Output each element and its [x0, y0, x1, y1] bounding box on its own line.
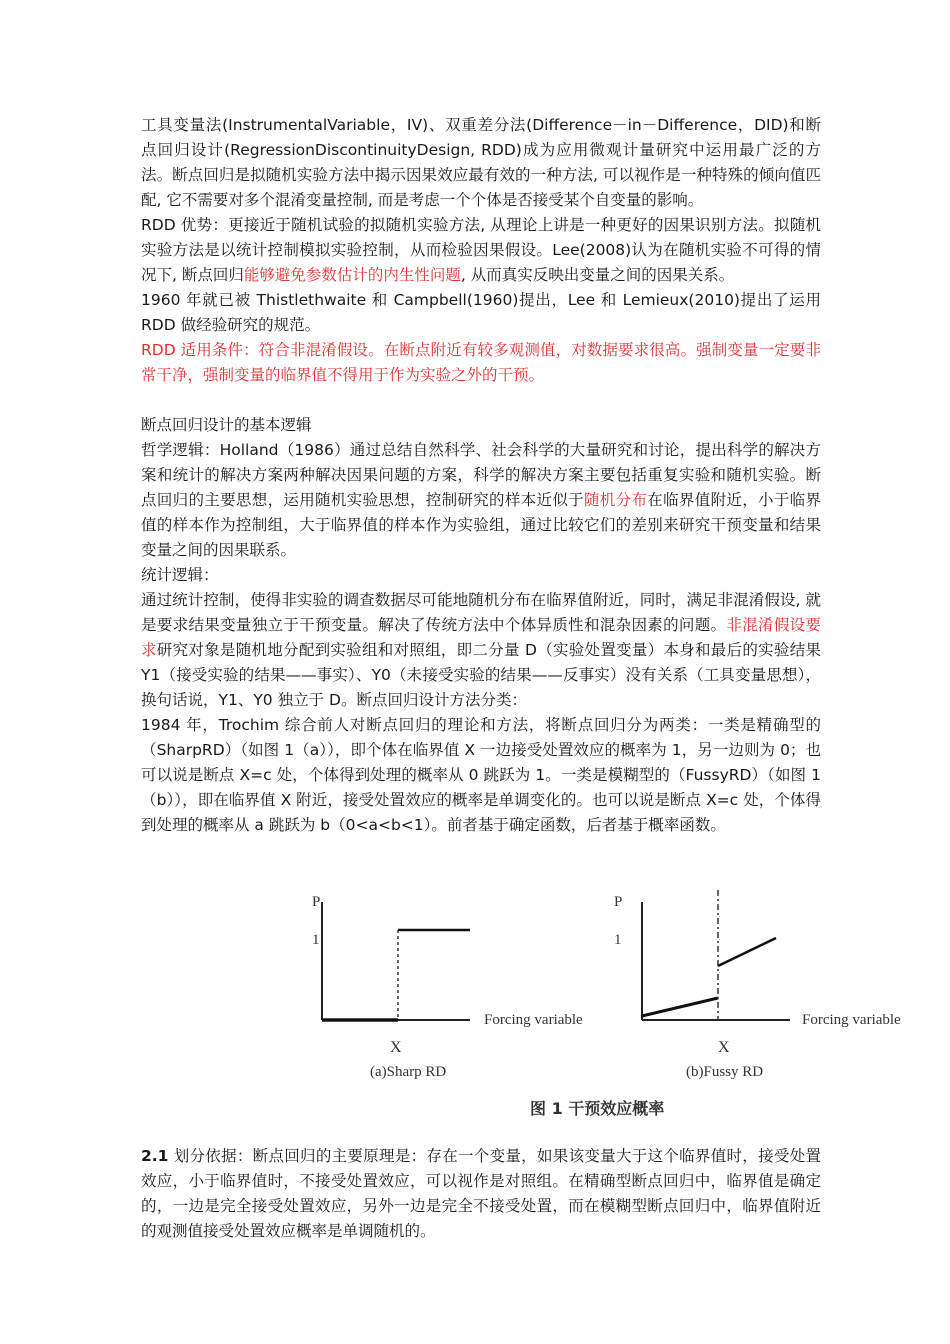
sharp-x-axis-label: Forcing variable: [484, 1012, 583, 1028]
highlight-unconfounded: 非混淆假设要求: [141, 616, 821, 659]
paragraph-trochim: 1984 年，Trochim 综合前人对断点回归的理论和方法，将断点回归分为两类：一类是精确型的（SharpRD）（如图 1（a）），即个体在临界值 X 一边接受处置效应的概率为 1，另一边则为 0；也可以说是断点 X=c 处，个体得到处理的概率从 0 跳跃为 1。一类是模糊型的（FussyRD）（如图 1（b）），即在临界值 X 附近，接受处置效应的概率是单调变化的。也可以说是断点 X=c 处，个体得到处理的概率从 a 跳跃为 b（0<a<b<1）。前者基于确定函数，后者基于概率函数。: [141, 716, 821, 834]
paragraph-philosophy: 哲学逻辑：Holland（1986）通过总结自然科学、社会科学的大量研究和讨论，提出科学的解决方案和统计的解决方案两种解决因果问题的方案，科学的解决方案主要包括重复实验和随机实验。断点回归的主要思想，运用随机实验思想，控制研究的样本近似于随机分布在临界值附近，小于临界值的样本作为控制组，大于临界值的样本作为实验组，通过比较它们的差别来研究干预变量和结果变量之间的因果联系。: [141, 441, 821, 559]
fuzzy-y-tick: 1: [614, 932, 622, 948]
heading-basic-logic: 断点回归设计的基本逻辑: [141, 416, 312, 434]
paragraph-rdd-advantage: RDD 优势：更接近于随机试验的拟随机实验方法, 从理论上讲是一种更好的因果识别方法。拟随机实验方法是以统计控制模拟实验控制，从而检验因果假设。Lee(2008)认为在随机实验不可得的情况下, 断点回归能够避免参数估计的内生性问题, 从而真实反映出变量之间的因果关系。: [141, 216, 821, 284]
fuzzy-treatment-line: [718, 938, 776, 966]
fuzzy-rd-diagram: [614, 890, 901, 1080]
sharp-diagram-label: (a)Sharp RD: [370, 1064, 447, 1080]
section-text: 划分依据：断点回归的主要原理是：存在一个变量，如果该变量大于这个临界值时，接受处置效应，小于临界值时，不接受处置效应，可以视作是对照组。在精确型断点回归中，临界值是确定的，一边是完全接受处置效应，另外一边是完全不接受处置，而在模糊型断点回归中，临界值附近的观测值接受处置效应概率是单调随机的。: [141, 1146, 821, 1240]
highlight-endogeneity: 能够避免参数估计的内生性问题: [243, 266, 461, 284]
fuzzy-y-axis-label: P: [614, 894, 623, 910]
sharp-y-axis-label: P: [312, 894, 321, 910]
paragraph-statistics-label: 统计逻辑：: [141, 566, 219, 584]
section-2-1: [141, 1128, 821, 1259]
rd-diagrams: [290, 880, 930, 1090]
fuzzy-diagram-label: (b)Fussy RD: [686, 1064, 764, 1080]
figure-caption: 图 1 干预效应概率: [530, 1099, 665, 1118]
paragraph-conditions: RDD 适用条件：符合非混淆假设。在断点附近有较多观测值，对数据要求很高。强制变量一定要非常干净，强制变量的临界值不得用于作为实验之外的干预。: [141, 341, 821, 384]
fuzzy-cutoff-label: X: [718, 1039, 730, 1056]
sharp-cutoff-label: X: [390, 1039, 402, 1056]
sharp-y-tick: 1: [312, 932, 320, 948]
body-text: [141, 113, 821, 838]
fuzzy-control-line: [642, 998, 718, 1016]
paragraph-history: 1960 年就已被 Thistlethwaite 和 Campbell(1960)提出，Lee 和 Lemieux(2010)提出了运用 RDD 做经验研究的规范。: [141, 291, 821, 334]
highlight-random-distribution: 随机分布: [583, 491, 648, 509]
figure-intervention-probability: [290, 880, 930, 1120]
paragraph-intro: 工具变量法(InstrumentalVariable，IV)、双重差分法(Difference－in－Difference，DID)和断点回归设计(RegressionDiscontinuityDesign, RDD)成为应用微观计量研究中运用最广泛的方法。断点回归是拟随机实验方法中揭示因果效应最有效的一种方法, 可以视作是一种特殊的倾向值匹配, 它不需要对多个混淆变量控制, 而是考虑一个个体是否接受某个自变量的影响。: [141, 116, 821, 209]
sharp-rd-diagram: [312, 894, 583, 1080]
fuzzy-x-axis-label: Forcing variable: [802, 1012, 901, 1028]
section-number: 2.1: [141, 1146, 169, 1165]
paragraph-statistics: 通过统计控制，使得非实验的调查数据尽可能地随机分布在临界值附近，同时，满足非混淆假设, 就是要求结果变量独立于干预变量。解决了传统方法中个体异质性和混杂因素的问题。非混淆假设要求研究对象是随机地分配到实验组和对照组，即二分量 D（实验处置变量）本身和最后的实验结果 Y1（接受实验的结果——事实）、Y0（未接受实验的结果——反事实）没有关系（工具变量思想），换句话说，Y1、Y0 独立于 D。断点回归设计方法分类：: [141, 591, 821, 709]
